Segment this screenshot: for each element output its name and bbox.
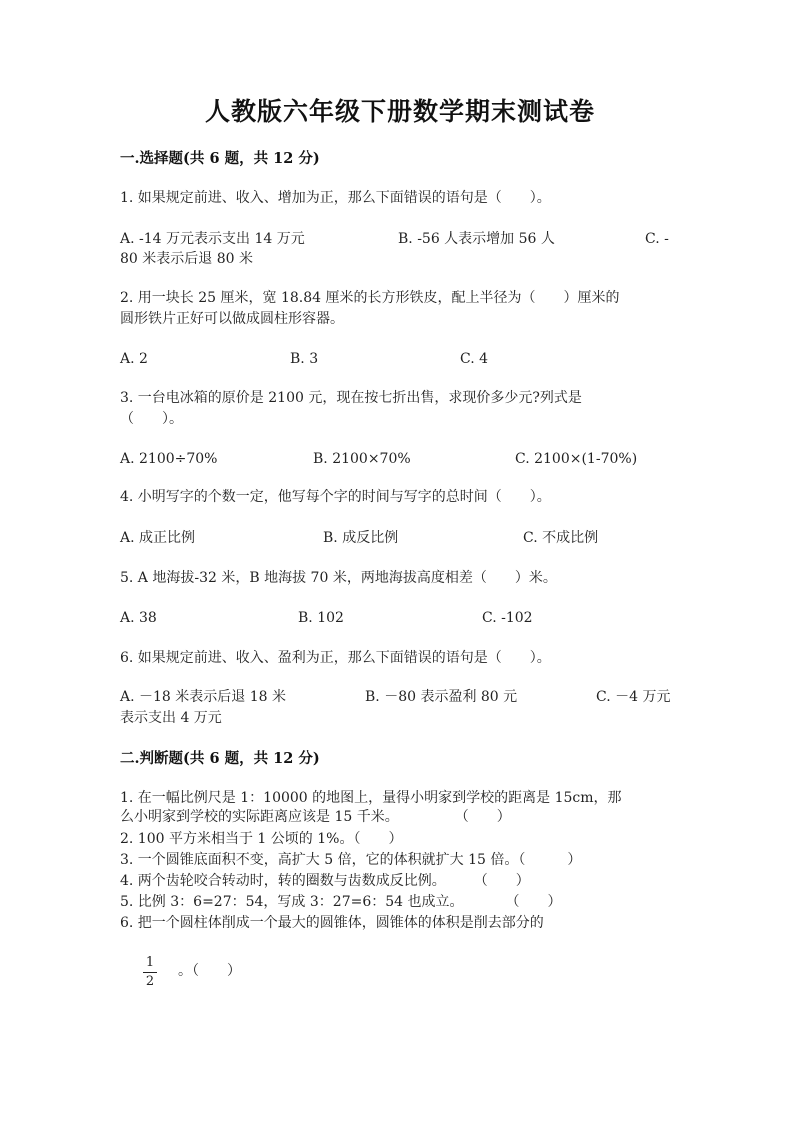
question-4-option-a: A. 成正比例 <box>120 530 196 546</box>
question-5-option-a: A. 38 <box>120 610 157 626</box>
judge-item-1-line-2: 么小明家到学校的实际距离应该是 15 千米。 （ ） <box>120 809 511 825</box>
question-3-text-line-1: 3. 一台电冰箱的原价是 2100 元，现在按七折出售，求现价多少元?列式是 <box>120 390 582 406</box>
fraction-bar <box>143 972 157 973</box>
question-1-text: 1. 如果规定前进、收入、增加为正，那么下面错误的语句是（ ）。 <box>120 190 551 206</box>
question-6-option-a: A. －18 米表示后退 18 米 <box>120 689 286 705</box>
question-4-text: 4. 小明写字的个数一定，他写每个字的时间与写字的总时间（ ）。 <box>120 489 551 505</box>
judge-item-3: 3. 一个圆锥底面积不变，高扩大 5 倍，它的体积就扩大 15 倍。（ ） <box>120 852 582 868</box>
section-heading-choice: 一.选择题(共 6 题，共 12 分) <box>120 150 320 167</box>
judge-item-1-line-1: 1. 在一幅比例尺是 1：10000 的地图上，量得小明家到学校的距离是 15cm，那 <box>120 790 622 806</box>
question-2-option-c: C. 4 <box>460 351 489 367</box>
fraction-denominator: 2 <box>145 974 155 989</box>
judge-item-5: 5. 比例 3：6=27：54，写成 3：27=6：54 也成立。 （ ） <box>120 894 562 910</box>
question-6-option-c: C. －4 万元 <box>596 689 671 705</box>
fraction-one-half <box>143 956 157 989</box>
question-2-option-b: B. 3 <box>290 351 319 367</box>
question-3-text-line-2: （ ）。 <box>120 411 183 427</box>
judge-item-4: 4. 两个齿轮咬合转动时，转的圈数与齿数成反比例。 （ ） <box>120 873 530 889</box>
question-4-option-b: B. 成反比例 <box>323 530 399 546</box>
question-5-option-c: C. -102 <box>482 610 533 626</box>
question-3-option-a: A. 2100÷70% <box>120 451 218 467</box>
judge-item-6: 6. 把一个圆柱体削成一个最大的圆锥体，圆锥体的体积是削去部分的 <box>120 915 544 931</box>
question-4-option-c: C. 不成比例 <box>523 530 599 546</box>
question-1-option-c: C. - <box>645 231 669 247</box>
question-2-text-line-1: 2. 用一块长 25 厘米，宽 18.84 厘米的长方形铁皮，配上半径为（ ）厘米的 <box>120 290 620 306</box>
question-5-text: 5. A 地海拔-32 米，B 地海拔 70 米，两地海拔高度相差（ ）米。 <box>120 570 557 586</box>
question-5-option-b: B. 102 <box>298 610 344 626</box>
question-2-text-line-2: 圆形铁片正好可以做成圆柱形容器。 <box>120 311 344 327</box>
question-1-option-c-wrap: 80 米表示后退 80 米 <box>120 251 253 267</box>
question-6-option-b: B. －80 表示盈利 80 元 <box>365 689 518 705</box>
question-1-option-b: B. -56 人表示增加 56 人 <box>398 231 555 247</box>
judge-item-6-answer-blank: 。（ ） <box>178 963 241 979</box>
question-6-option-c-wrap: 表示支出 4 万元 <box>120 710 222 726</box>
fraction-numerator: 1 <box>145 955 155 970</box>
judge-item-2: 2. 100 平方米相当于 1 公顷的 1%。（ ） <box>120 831 403 847</box>
question-6-text: 6. 如果规定前进、收入、盈利为正，那么下面错误的语句是（ ）。 <box>120 650 551 666</box>
question-3-option-c: C. 2100×(1-70%) <box>515 451 638 467</box>
question-3-option-b: B. 2100×70% <box>313 451 411 467</box>
question-2-option-a: A. 2 <box>120 351 148 367</box>
section-heading-judge: 二.判断题(共 6 题，共 12 分) <box>120 750 320 767</box>
question-1-option-a: A. -14 万元表示支出 14 万元 <box>120 231 305 247</box>
page-title: 人教版六年级下册数学期末测试卷 <box>204 97 595 126</box>
